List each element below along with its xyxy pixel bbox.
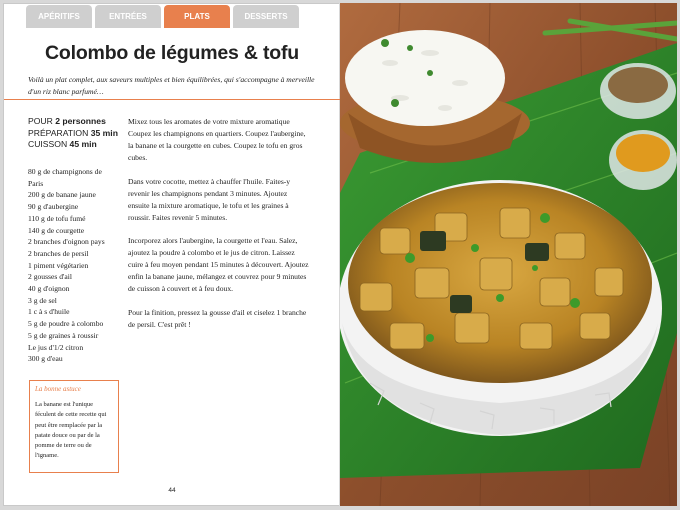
recipe-page xyxy=(3,3,339,506)
recipe-meta xyxy=(28,116,118,151)
food-photo-colombo-icon xyxy=(340,3,677,506)
ingredient-item: 1 piment végétarien xyxy=(28,260,89,270)
tip-text: La banane est l'unique féculent de cette recette qui peut être remplacée par la patate douce ou par de la pomme de terre ou de l'igname. xyxy=(35,401,107,460)
step-paragraph: Dans votre cocotte, mettez à chauffer l'huile. Faites-y revenir les champignons pendant 3 minutes. Ajoutez ensuite la mixture aromatique, le tofu et les graines à roussir. Faites revenir 5 minutes. xyxy=(128,176,291,222)
step-paragraph: Pour la finition, pressez la gousse d'ail et ciselez 1 branche de persil. C'est prêt ! xyxy=(128,307,307,329)
food-photo xyxy=(340,3,677,506)
tab-aperitifs[interactable]: APÉRITIFS xyxy=(26,5,92,28)
ingredient-item: Le jus d'1/2 citron xyxy=(28,342,84,352)
tip-box xyxy=(29,380,119,473)
tab-plats[interactable]: PLATS xyxy=(164,5,230,28)
ingredient-item: 5 g de poudre à colombo xyxy=(28,319,104,329)
category-tabs xyxy=(26,5,299,28)
step-paragraph: Mixez tous les aromates de votre mixture aromatique Coupez les champignons en quartiers. Coupez l'aubergine, la banane et la courgette en cubes. Coupez le tofu en gros cubes. xyxy=(128,117,306,162)
servings-value: 2 personnes xyxy=(55,116,106,126)
ingredient-item: 80 g de champignons de Paris xyxy=(28,167,102,188)
ingredient-item: 3 g de sel xyxy=(28,295,57,305)
recipe-intro: Voilà un plat complet, aux saveurs multiples et bien équilibrées, qui s'accompagne à merveille d'un riz blanc parfumé… xyxy=(28,75,315,96)
ingredient-item: 2 branches de persil xyxy=(28,248,89,258)
recipe-steps xyxy=(128,116,310,342)
ingredient-item: 5 g de graines à roussir xyxy=(28,330,99,340)
title-divider xyxy=(4,99,340,100)
recipe-title: Colombo de légumes & tofu xyxy=(45,42,299,64)
step-paragraph: Incorporez alors l'aubergine, la courgette et l'eau. Salez, ajoutez la poudre à colombo et le jus de citron. Laissez cuire à feu moyen pendant 15 minutes à découvert. Ajoutez enfin la banane jaune, mélangez et couvrez pour 9 minutes de cuisson à couvert et à feu doux. xyxy=(128,236,309,293)
tip-title: La bonne astuce xyxy=(35,385,81,393)
ingredient-item: 40 g d'oignon xyxy=(28,284,70,294)
prep-row xyxy=(28,128,118,140)
tab-desserts[interactable]: DESSERTS xyxy=(233,5,299,28)
ingredient-item: 200 g de banane jaune xyxy=(28,190,96,200)
prep-value: 35 min xyxy=(90,127,118,138)
ingredient-item: 1 c à s d'huile xyxy=(28,307,70,317)
ingredient-item: 300 g d'eau xyxy=(28,354,63,364)
ingredient-item: 2 branches d'oignon pays xyxy=(28,237,105,247)
cook-value: 45 min xyxy=(69,139,97,149)
prep-label: PRÉPARATION xyxy=(28,127,89,138)
ingredient-item: 110 g de tofu fumé xyxy=(28,213,86,223)
tab-entrees[interactable]: ENTRÉES xyxy=(95,5,161,28)
ingredient-list xyxy=(28,166,118,365)
ingredient-item: 140 g de courgette xyxy=(28,225,85,235)
servings-row xyxy=(28,116,118,128)
cook-label: CUISSON xyxy=(28,139,68,149)
ingredient-item: 90 g d'aubergine xyxy=(28,202,79,212)
cook-row xyxy=(28,139,118,151)
page-number: 44 xyxy=(168,487,176,494)
servings-label: POUR xyxy=(28,116,53,126)
ingredient-item: 2 gousses d'ail xyxy=(28,272,72,282)
